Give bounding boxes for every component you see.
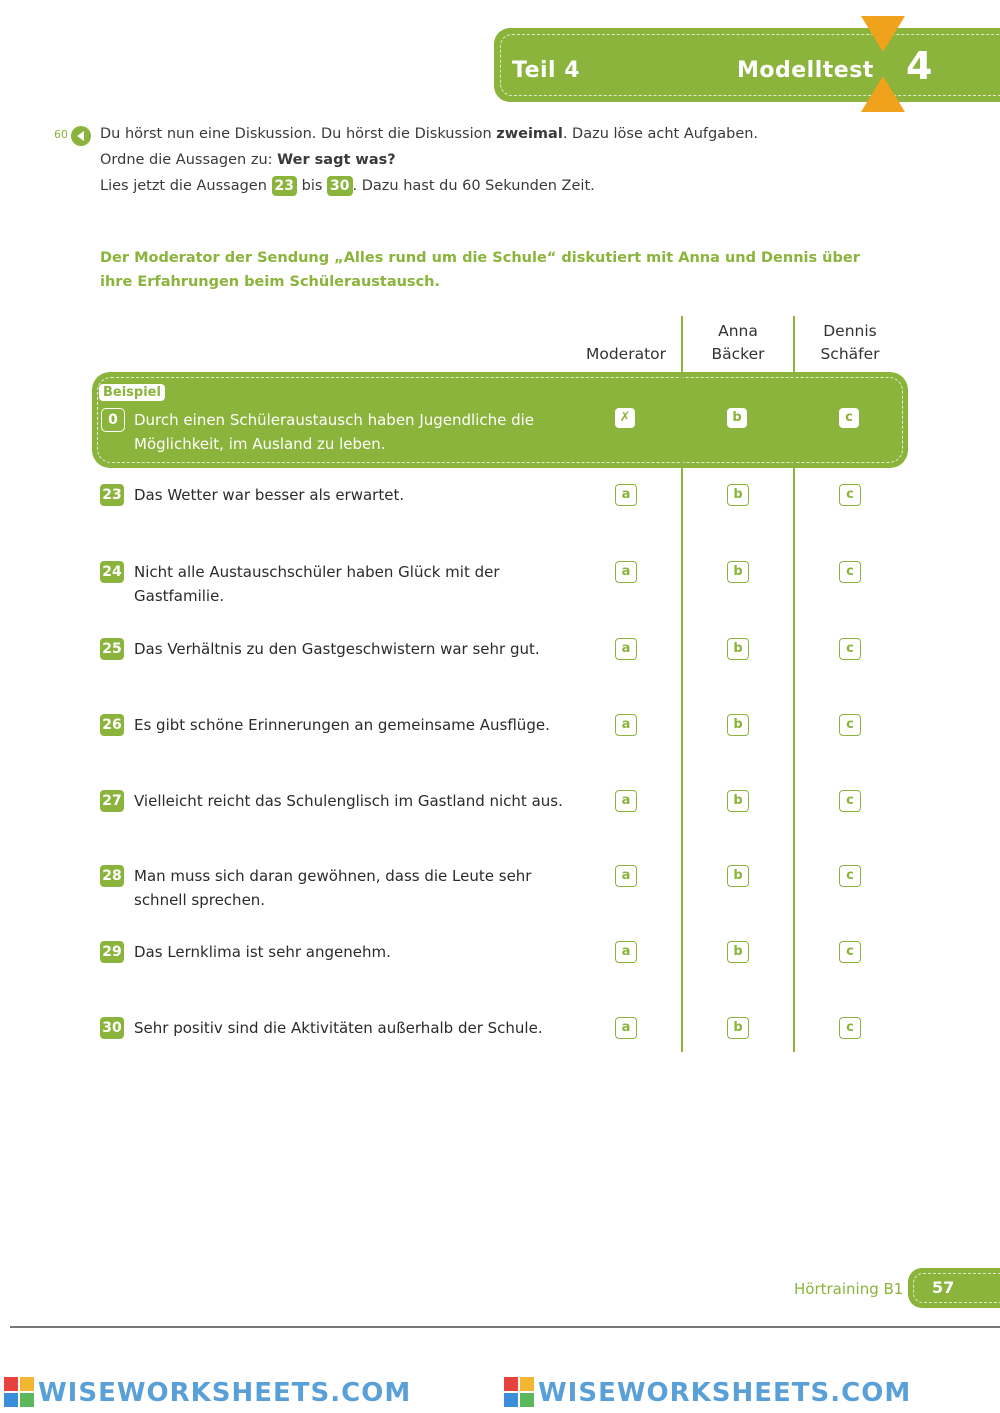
range-end-badge: 30: [327, 176, 352, 196]
checkbox-a[interactable]: a: [615, 865, 637, 887]
modelltest-number: 4: [906, 44, 933, 88]
checkbox-b[interactable]: b: [727, 790, 749, 812]
column-header-anna: Anna Bäcker: [711, 322, 765, 363]
example-text: Durch einen Schüleraustausch haben Jugendliche die Möglichkeit, im Ausland zu leben.: [134, 411, 535, 453]
checkbox-a[interactable]: a: [615, 638, 637, 660]
question-text: Das Wetter war besser als erwartet.: [134, 486, 405, 504]
table-row: [100, 941, 900, 981]
checkbox-a[interactable]: a: [615, 941, 637, 963]
question-number: 28: [100, 865, 124, 887]
footer-rule: [10, 1326, 1000, 1328]
orange-triangle-top: [861, 16, 905, 52]
watermark-text: WISEWORKSHEETS.COM: [38, 1378, 412, 1408]
example-label: Beispiel: [99, 384, 165, 401]
checkbox-c[interactable]: c: [839, 1017, 861, 1039]
question-text: Es gibt schöne Erinnerungen an gemeinsame Ausflüge.: [134, 716, 550, 734]
instruction-line-1: Du hörst nun eine Diskussion. Du hörst die Diskussion zweimal. Dazu löse acht Aufgaben.: [100, 126, 759, 142]
checkbox-a[interactable]: a: [615, 484, 637, 506]
instruction-line-2: Ordne die Aussagen zu: Wer sagt was?: [100, 152, 396, 168]
table-row: [100, 865, 900, 915]
table-row: [100, 638, 900, 678]
question-number: 25: [100, 638, 124, 660]
checkbox-b[interactable]: b: [727, 941, 749, 963]
watermark-logo-icon: [504, 1377, 534, 1407]
checkbox-b[interactable]: b: [727, 561, 749, 583]
watermark-logo-icon: [4, 1377, 34, 1407]
example-checkbox-a: ✗: [615, 408, 635, 428]
question-number: 26: [100, 714, 124, 736]
question-number: 30: [100, 1017, 124, 1039]
audio-track-number: 60: [54, 128, 68, 141]
question-text: Vielleicht reicht das Schulenglisch im Gastland nicht aus.: [134, 792, 563, 810]
checkbox-c[interactable]: c: [839, 865, 861, 887]
checkbox-b[interactable]: b: [727, 714, 749, 736]
audio-speaker-icon[interactable]: [71, 126, 91, 146]
question-text: Nicht alle Austauschschüler haben Glück mit der Gastfamilie.: [134, 563, 500, 605]
checkbox-c[interactable]: c: [839, 484, 861, 506]
checkbox-c[interactable]: c: [839, 941, 861, 963]
table-row: [100, 561, 900, 611]
table-row: [100, 714, 900, 754]
modelltest-title: Modelltest: [737, 58, 874, 83]
question-text: Das Verhältnis zu den Gastgeschwistern war sehr gut.: [134, 640, 540, 658]
example-number: 0: [101, 408, 125, 432]
column-header-dennis: Dennis Schäfer: [820, 322, 880, 363]
checkbox-b[interactable]: b: [727, 1017, 749, 1039]
example-checkbox-b: b: [727, 408, 747, 428]
question-number: 29: [100, 941, 124, 963]
checkbox-c[interactable]: c: [839, 638, 861, 660]
question-number: 23: [100, 484, 124, 506]
footer-book-title: Hörtraining B1: [794, 1280, 904, 1298]
page-number: 57: [932, 1278, 955, 1297]
checkbox-c[interactable]: c: [839, 561, 861, 583]
checkbox-a[interactable]: a: [615, 561, 637, 583]
checkbox-a[interactable]: a: [615, 714, 637, 736]
table-row: [100, 1017, 900, 1057]
question-number: 24: [100, 561, 124, 583]
orange-triangle-bottom: [861, 76, 905, 112]
checkbox-b[interactable]: b: [727, 484, 749, 506]
checkbox-c[interactable]: c: [839, 790, 861, 812]
checkbox-b[interactable]: b: [727, 865, 749, 887]
watermark-text: WISEWORKSHEETS.COM: [538, 1378, 912, 1408]
example-checkbox-c: c: [839, 408, 859, 428]
question-text: Man muss sich daran gewöhnen, dass die Leute sehr schnell sprechen.: [134, 867, 532, 909]
intro-text: Der Moderator der Sendung „Alles rund um die Schule“ diskutiert mit Anna und Dennis über ihre Erfahrungen beim Schüleraustausch.: [100, 250, 860, 290]
teil-label: Teil 4: [512, 58, 581, 83]
checkbox-c[interactable]: c: [839, 714, 861, 736]
table-row: [100, 484, 900, 528]
checkbox-a[interactable]: a: [615, 1017, 637, 1039]
question-text: Sehr positiv sind die Aktivitäten außerhalb der Schule.: [134, 1019, 543, 1037]
checkbox-b[interactable]: b: [727, 638, 749, 660]
table-row: [100, 790, 900, 830]
column-header-moderator: Moderator: [585, 345, 667, 363]
question-text: Das Lernklima ist sehr angenehm.: [134, 943, 391, 961]
checkbox-a[interactable]: a: [615, 790, 637, 812]
instruction-line-3: Lies jetzt die Aussagen 23 bis 30 . Dazu hast du 60 Sekunden Zeit.: [100, 178, 595, 194]
question-number: 27: [100, 790, 124, 812]
range-start-badge: 23: [272, 176, 297, 196]
